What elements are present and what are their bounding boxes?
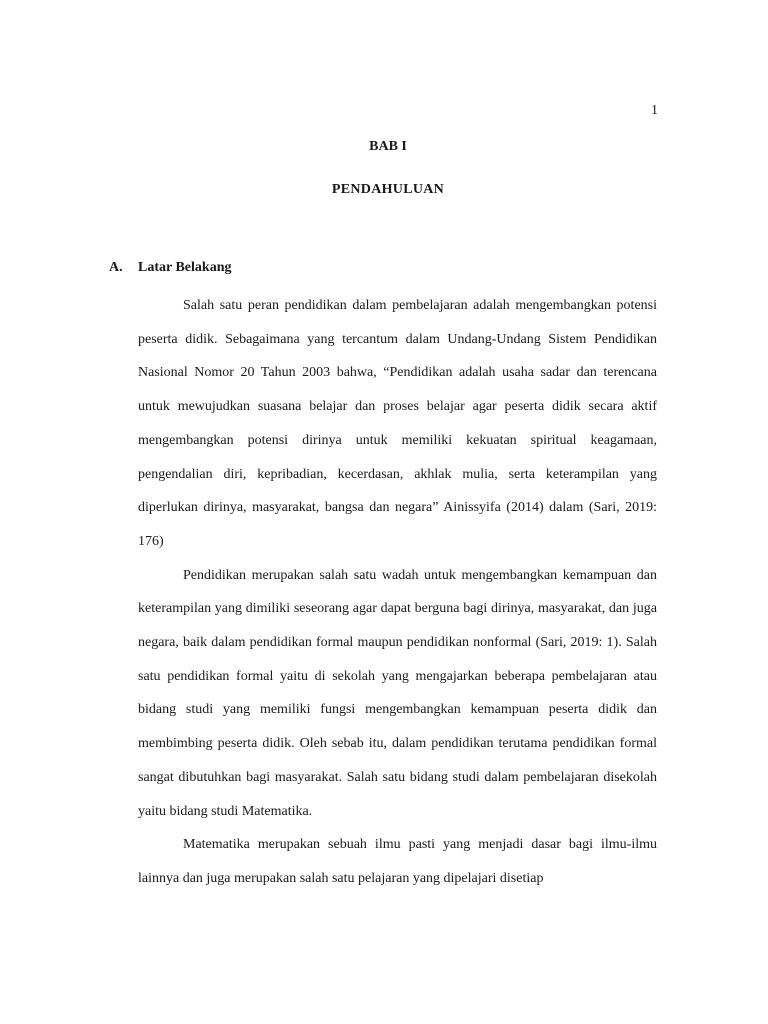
page-number: 1 <box>651 103 658 118</box>
paragraph: Pendidikan merupakan salah satu wadah untuk mengembangkan kemampuan dan keterampilan yang dimiliki seseorang agar dapat berguna bagi dirinya, masyarakat, dan juga negara, baik dalam pendidikan formal maupun pendidikan nonformal (Sari, 2019: 1). Salah satu pendidikan formal yaitu di sekolah yang mengajarkan beberapa pembelajaran atau bidang studi yang memiliki fungsi mengembangkan kemampuan peserta didik dan membimbing peserta didik. Oleh sebab itu, dalam pendidikan terutama pendidikan formal sangat dibutuhkan bagi masyarakat. Salah satu bidang studi dalam pembelajaran disekolah yaitu bidang studi Matematika. <box>138 567 657 819</box>
paragraph: Salah satu peran pendidikan dalam pembelajaran adalah mengembangkan potensi peserta didik. Sebagaimana yang tercantum dalam Undang-Undang Sistem Pendidikan Nasional Nomor 20 Tahun 2003 bahwa, “Pendidikan adalah usaha sadar dan terencana untuk mewujudkan suasana belajar dan proses belajar agar peserta didik secara aktif mengembangkan potensi dirinya untuk memiliki kekuatan spiritual keagamaan, pengendalian diri, kepribadian, kecerdasan, akhlak mulia, serta keterampilan yang diperlukan dirinya, masyarakat, bangsa dan negara” Ainissyifa (2014) dalam (Sari, 2019: 176) <box>138 298 657 549</box>
body-text <box>138 289 657 896</box>
section-title: Latar Belakang <box>138 260 232 275</box>
chapter-subtitle: PENDAHULUAN <box>331 182 445 197</box>
section-heading <box>109 260 231 276</box>
chapter-title: BAB I <box>369 139 407 154</box>
section-letter: A. <box>109 260 123 275</box>
paragraph: Matematika merupakan sebuah ilmu pasti yang menjadi dasar bagi ilmu-ilmu lainnya dan juga merupakan salah satu pelajaran yang dipelajari disetiap <box>138 837 657 886</box>
